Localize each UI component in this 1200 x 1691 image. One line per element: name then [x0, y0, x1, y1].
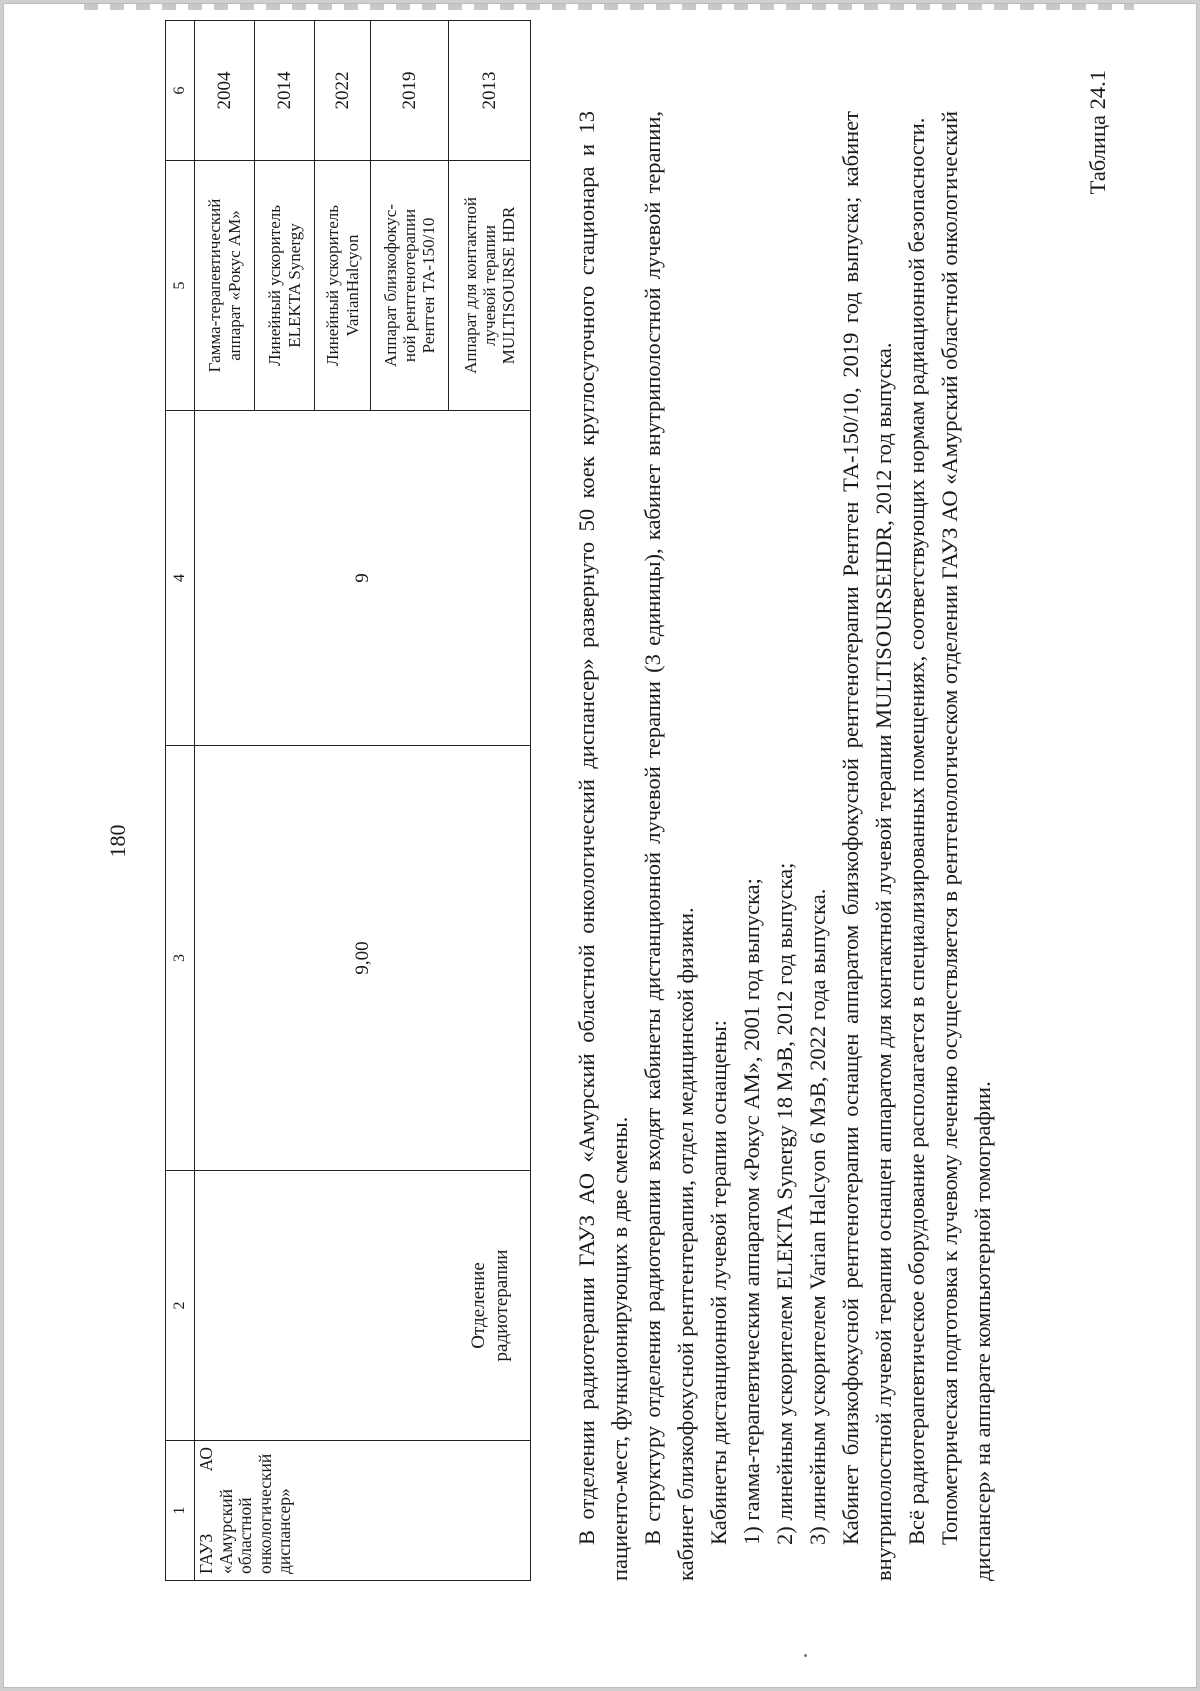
equipment-line: Аппарат близкофокус-	[380, 204, 400, 367]
col3-value-cell: 9,00	[195, 746, 531, 1171]
list-item: 3) линейным ускорителем Varian Halcyon 6 МэВ, 2022 года выпуска.	[805, 888, 830, 1545]
equipment-line: Аппарат для контактной	[460, 197, 480, 374]
equipment-line: MULTISOURSE HDR	[499, 206, 519, 365]
equipment-line: ной рентгенотерапии	[399, 208, 419, 363]
equipment-line: Линейный ускоритель	[323, 205, 343, 366]
paragraph: В отделении радиотерапии ГАУЗ АО «Амурский областной онкологический диспансер» развернуто 50 коек круглосуточного стационара и 13 пациенто-мест, функционирующих в две смены.	[574, 111, 632, 1581]
equipment-line: VarianHalcyon	[342, 234, 362, 337]
equipment-line: Рентген ТА-150/10	[419, 217, 439, 354]
institution-line: «Амурский	[215, 1489, 236, 1574]
department-line: радиотерапии	[491, 1249, 513, 1362]
equipment-table	[165, 20, 531, 1581]
col4-value-cell: 9	[195, 411, 531, 746]
equipment-line: ELEKTA Synergy	[284, 223, 304, 348]
institution-cell	[195, 1441, 531, 1581]
equipment-year-cell: 2019	[371, 21, 449, 161]
header-cell: 6	[166, 21, 195, 161]
body-text	[570, 111, 999, 1581]
paragraph: Кабинет близкофокусной рентгенотерапии оснащен аппаратом близкофокусной рентгенотерапии Рентген ТА-150/10, 2019 год выпуска; кабинет внутриполостной лучевой терапии оснащен аппаратом для контактной лучевой терапии MULTISOURSEHDR, 2012 год выпуска.	[838, 111, 896, 1581]
page-number: 180	[105, 824, 130, 858]
equipment-year-cell: 2004	[195, 21, 255, 161]
list-item: 1) гамма-терапевтическим аппаратом «Рокус АМ», 2001 год выпуска;	[739, 878, 764, 1545]
equipment-name-cell	[195, 161, 255, 411]
department-line: Отделение	[468, 1262, 490, 1349]
equipment-name-cell	[255, 161, 315, 411]
table-row	[195, 21, 255, 1581]
header-cell: 4	[166, 411, 195, 746]
equipment-line: лучевой терапии	[479, 225, 499, 346]
equipment-line: Гамма-терапевтический	[205, 198, 225, 373]
equipment-year-cell: 2022	[315, 21, 371, 161]
paragraph: Кабинеты дистанционной лучевой терапии оснащены:	[706, 1020, 731, 1545]
equipment-name-cell	[449, 161, 531, 411]
institution-line: областной	[235, 1497, 256, 1574]
equipment-line: аппарат «Рокус АМ»	[224, 210, 244, 361]
table-header-row	[166, 21, 195, 1581]
equipment-year-cell: 2013	[449, 21, 531, 161]
paragraph: Всё радиотерапевтическое оборудование располагается в специализированных помещениях, соответствующих нормам радиационной безопасности.	[904, 117, 929, 1545]
institution-line: ГАУЗ	[196, 1533, 216, 1574]
equipment-year-cell: 2014	[255, 21, 315, 161]
institution-line: диспансер»	[274, 1488, 295, 1574]
institution-line: онкологический	[254, 1453, 275, 1574]
list-item: 2) линейным ускорителем ELEKTA Synergy 18 МэВ, 2012 год выпуска;	[772, 862, 797, 1545]
institution-line: АО	[196, 1447, 216, 1472]
department-cell	[195, 1171, 531, 1441]
header-cell: 3	[166, 746, 195, 1171]
header-cell: 5	[166, 161, 195, 411]
header-cell: 2	[166, 1171, 195, 1441]
equipment-name-cell	[315, 161, 371, 411]
paragraph: Топометрическая подготовка к лучевому лечению осуществляется в рентгенологическом отделении ГАУЗ АО «Амурский областной онкологический диспансер» на аппарате компьютерной томографии.	[937, 111, 995, 1581]
paragraph: В структуру отделения радиотерапии входят кабинеты дистанционной лучевой терапии (3 единицы), кабинет внутриполостной лучевой терапии, кабинет близкофокусной рентгентерапии, отдел медицинской физики.	[640, 111, 698, 1581]
equipment-line: Линейный ускоритель	[265, 205, 285, 366]
equipment-name-cell	[371, 161, 449, 411]
header-cell: 1	[166, 1441, 195, 1581]
table-caption: Таблица 24.1	[1085, 70, 1110, 195]
